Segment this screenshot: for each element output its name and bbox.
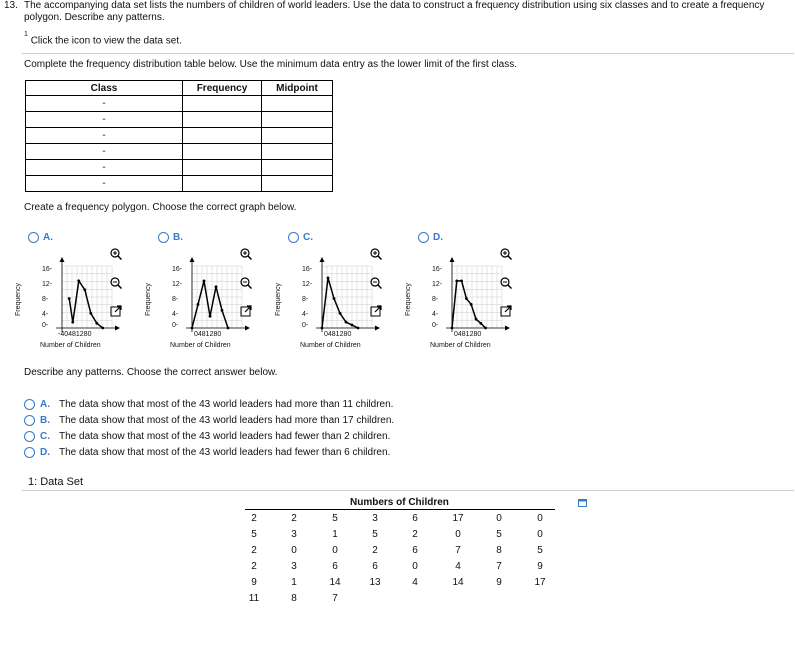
radio-button[interactable] (158, 232, 169, 243)
class-cell (26, 160, 183, 176)
x-tick-labels: 0481280 (454, 331, 482, 338)
class-dash: - (102, 146, 106, 157)
y-tick-label: 4- (302, 311, 309, 318)
data-set-value: 6 (412, 513, 418, 524)
class-dash: - (102, 98, 106, 109)
data-set-value: 0 (412, 561, 418, 572)
radio-button[interactable] (24, 447, 35, 458)
radio-button[interactable] (28, 232, 39, 243)
frequency-cell (183, 112, 262, 128)
divider (22, 53, 794, 54)
x-tick-labels: 0481280 (194, 331, 222, 338)
midpoint-cell (262, 176, 333, 192)
frequency-input[interactable] (183, 161, 261, 174)
y-tick-label: 16- (432, 266, 443, 273)
table-row (26, 112, 333, 128)
y-tick-label: 16- (172, 266, 183, 273)
data-set-value: 7 (496, 561, 502, 572)
midpoint-cell (262, 96, 333, 112)
class-upper-input[interactable] (106, 177, 182, 190)
frequency-table (25, 80, 333, 192)
midpoint-cell (262, 112, 333, 128)
midpoint-input[interactable] (262, 113, 332, 126)
y-tick-label: 4- (172, 311, 179, 318)
graph-option-d[interactable] (418, 232, 443, 243)
data-set-value: 11 (248, 593, 260, 604)
x-axis-label: Number of Children (170, 342, 231, 349)
y-tick-label: 12- (432, 281, 443, 288)
class-dash: - (102, 178, 106, 189)
y-tick-label: 8- (42, 296, 49, 303)
graph-option-label: B. (173, 232, 183, 243)
answer-text: The data show that most of the 43 world leaders had more than 11 children. (59, 398, 394, 410)
patterns-title: Describe any patterns. Choose the correct answer below. (24, 367, 278, 378)
class-dash: - (102, 130, 106, 141)
header-midpoint: Midpoint (262, 81, 333, 96)
y-tick-label: 12- (302, 281, 313, 288)
frequency-cell (183, 160, 262, 176)
data-set-value: 17 (534, 577, 546, 588)
zoom-out-icon[interactable] (500, 277, 512, 289)
data-set-value: 3 (291, 529, 297, 540)
x-axis-label: Number of Children (430, 342, 491, 349)
data-set-value: 5 (496, 529, 502, 540)
answer-label: A. (40, 398, 50, 410)
data-set-value: 9 (496, 577, 502, 588)
x-axis-label: Number of Children (300, 342, 361, 349)
frequency-cell (183, 96, 262, 112)
y-axis-label: Frequency (145, 282, 153, 317)
y-tick-label: 0- (172, 322, 179, 329)
frequency-input[interactable] (183, 97, 261, 110)
class-upper-input[interactable] (106, 129, 182, 142)
data-set-value: 17 (452, 513, 464, 524)
frequency-input[interactable] (183, 145, 261, 158)
y-tick-label: 8- (432, 296, 439, 303)
class-lower-input[interactable] (26, 113, 102, 126)
data-set-value: 8 (496, 545, 502, 556)
question-text: The accompanying data set lists the numbers of children of world leaders. Use the data to construct a frequency distribution using six classes and to create a frequency polygon. Describe any patterns. (24, 0, 765, 23)
table-row (26, 128, 333, 144)
midpoint-input[interactable] (262, 129, 332, 142)
data-set-value: 6 (412, 545, 418, 556)
x-tick-labels: 0481280 (324, 331, 352, 338)
zoom-out-icon[interactable] (370, 277, 382, 289)
table-row (26, 176, 333, 192)
data-set-value: 7 (455, 545, 461, 556)
midpoint-input[interactable] (262, 97, 332, 110)
frequency-input[interactable] (183, 129, 261, 142)
header-class: Class (26, 81, 183, 96)
radio-button[interactable] (24, 431, 35, 442)
table-row (26, 160, 333, 176)
class-upper-input[interactable] (106, 97, 182, 110)
midpoint-input[interactable] (262, 145, 332, 158)
frequency-cell (183, 128, 262, 144)
data-set-value: 3 (291, 561, 297, 572)
class-upper-input[interactable] (106, 145, 182, 158)
zoom-in-icon[interactable] (500, 248, 512, 260)
frequency-cell (183, 176, 262, 192)
data-set-value: 5 (251, 529, 257, 540)
radio-button[interactable] (418, 232, 429, 243)
data-set-link[interactable] (24, 31, 182, 47)
data-set-value: 1 (291, 577, 297, 588)
data-set-value: 8 (291, 593, 297, 604)
data-set-rule (245, 509, 555, 510)
data-set-value: 13 (369, 577, 381, 588)
answer-text: The data show that most of the 43 world leaders had fewer than 2 children. (59, 430, 391, 442)
frequency-input[interactable] (183, 113, 261, 126)
answer-option-d[interactable] (24, 444, 394, 460)
graph-option-label: A. (43, 232, 53, 243)
graph-option-b[interactable] (158, 232, 183, 243)
answer-option-a[interactable] (24, 396, 394, 412)
data-set-value: 4 (455, 561, 461, 572)
data-set-value: 5 (537, 545, 543, 556)
data-set-value: 2 (251, 561, 257, 572)
class-lower-input[interactable] (26, 177, 102, 190)
data-set-value: 0 (537, 529, 543, 540)
header-frequency: Frequency (183, 81, 262, 96)
question-number: 13. (4, 0, 18, 11)
y-tick-label: 12- (172, 281, 183, 288)
data-set-value: 5 (372, 529, 378, 540)
footnote-text: Click the icon to view the data set. (30, 35, 182, 47)
data-set-value: 9 (537, 561, 543, 572)
expand-icon[interactable] (240, 305, 252, 317)
y-tick-label: 0- (42, 322, 49, 329)
y-tick-label: 4- (42, 311, 49, 318)
graph-option-label: C. (303, 232, 313, 243)
y-axis-label: Frequency (405, 282, 413, 317)
class-cell (26, 112, 183, 128)
data-set-value: 6 (332, 561, 338, 572)
divider (22, 490, 794, 491)
midpoint-input[interactable] (262, 161, 332, 174)
class-cell (26, 96, 183, 112)
class-lower-input[interactable] (26, 97, 102, 110)
zoom-in-icon[interactable] (370, 248, 382, 260)
radio-button[interactable] (24, 415, 35, 426)
data-set-value: 0 (332, 545, 338, 556)
zoom-out-icon[interactable] (110, 277, 122, 289)
x-tick-labels: -40481280 (58, 331, 92, 338)
data-set-value: 1 (332, 529, 338, 540)
expand-icon[interactable] (370, 305, 382, 317)
polygon-title: Create a frequency polygon. Choose the correct graph below. (24, 202, 297, 213)
frequency-cell (183, 144, 262, 160)
graph-option-c[interactable] (288, 232, 313, 243)
data-set-value: 2 (291, 513, 297, 524)
answer-label: B. (40, 414, 50, 426)
data-set-value: 7 (332, 593, 338, 604)
data-set-value: 0 (291, 545, 297, 556)
y-tick-label: 8- (172, 296, 179, 303)
y-axis-label: Frequency (275, 282, 283, 317)
data-set-value: 5 (332, 513, 338, 524)
radio-button[interactable] (24, 399, 35, 410)
frequency-input[interactable] (183, 177, 261, 190)
graph-option-label: D. (433, 232, 443, 243)
class-cell (26, 176, 183, 192)
y-axis-label: Frequency (15, 282, 23, 317)
class-lower-input[interactable] (26, 129, 102, 142)
table-instruction: Complete the frequency distribution table below. Use the minimum data entry as the lower limit of the first class. (24, 59, 518, 70)
y-tick-label: 0- (432, 322, 439, 329)
midpoint-cell (262, 144, 333, 160)
expand-icon[interactable] (110, 305, 122, 317)
answer-text: The data show that most of the 43 world leaders had more than 17 children. (59, 414, 395, 426)
answer-list (24, 396, 394, 460)
midpoint-input[interactable] (262, 177, 332, 190)
class-lower-input[interactable] (26, 161, 102, 174)
data-set-title: 1: Data Set (28, 476, 84, 488)
y-tick-label: 0- (302, 322, 309, 329)
data-set-value: 2 (372, 545, 378, 556)
data-set-value: 2 (251, 513, 257, 524)
table-row (26, 144, 333, 160)
y-tick-label: 4- (432, 311, 439, 318)
footnote-mark: 1 (24, 31, 28, 38)
data-set-value: 0 (496, 513, 502, 524)
data-set-value: 0 (537, 513, 543, 524)
midpoint-cell (262, 160, 333, 176)
answer-option-b[interactable] (24, 412, 394, 428)
answer-label: D. (40, 446, 50, 458)
table-row (26, 96, 333, 112)
data-set-value: 0 (455, 529, 461, 540)
y-tick-label: 8- (302, 296, 309, 303)
class-cell (26, 144, 183, 160)
answer-text: The data show that most of the 43 world leaders had fewer than 6 children. (59, 446, 391, 458)
y-tick-label: 12- (42, 281, 53, 288)
class-upper-input[interactable] (106, 161, 182, 174)
x-axis-label: Number of Children (40, 342, 101, 349)
data-set-header: Numbers of Children (350, 497, 449, 508)
class-cell (26, 128, 183, 144)
zoom-in-icon[interactable] (110, 248, 122, 260)
midpoint-cell (262, 128, 333, 144)
copy-icon[interactable] (578, 498, 588, 508)
data-set-value: 6 (372, 561, 378, 572)
class-lower-input[interactable] (26, 145, 102, 158)
data-set-value: 9 (251, 577, 257, 588)
data-set-value: 2 (251, 545, 257, 556)
data-set-value: 3 (372, 513, 378, 524)
zoom-out-icon[interactable] (240, 277, 252, 289)
data-set-value: 14 (452, 577, 464, 588)
answer-option-c[interactable] (24, 428, 394, 444)
radio-button[interactable] (288, 232, 299, 243)
data-set-value: 4 (412, 577, 418, 588)
data-set-value: 2 (412, 529, 418, 540)
y-tick-label: 16- (302, 266, 313, 273)
zoom-in-icon[interactable] (240, 248, 252, 260)
data-set-value: 14 (329, 577, 341, 588)
graph-option-a[interactable] (28, 232, 53, 243)
class-dash: - (102, 162, 106, 173)
y-tick-label: 16- (42, 266, 53, 273)
answer-label: C. (40, 430, 50, 442)
expand-icon[interactable] (500, 305, 512, 317)
class-dash: - (102, 114, 106, 125)
class-upper-input[interactable] (106, 113, 182, 126)
